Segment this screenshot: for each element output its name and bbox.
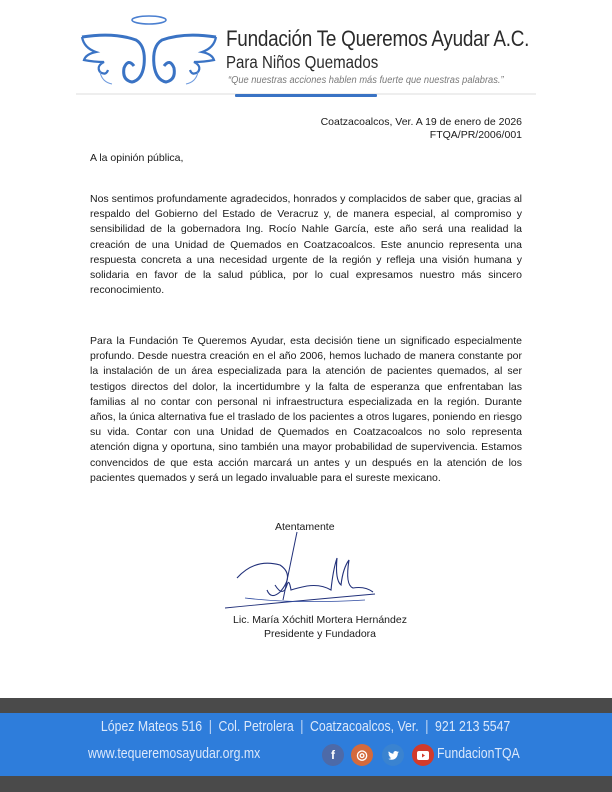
- footer-dark-strip-bottom: [0, 776, 612, 792]
- signer-title: Presidente y Fundadora: [263, 628, 377, 640]
- org-motto: “Que nuestras acciones hablen más fuerte que nuestras palabras.”: [228, 75, 504, 86]
- social-handle[interactable]: FundacionTQA: [437, 745, 520, 762]
- dateline: [321, 116, 522, 142]
- address-colony: Col. Petrolera: [218, 718, 295, 735]
- place-date: Coatzacoalcos, Ver. A 19 de enero de 2026: [320, 116, 522, 128]
- salutation: A la opinión pública,: [90, 152, 184, 164]
- instagram-icon[interactable]: ◎: [351, 744, 373, 766]
- separator: |: [209, 718, 213, 735]
- website-link[interactable]: www.tequeremosayudar.org.mx: [88, 745, 261, 762]
- body-paragraph-2: Para la Fundación Te Queremos Ayudar, esta decisión tiene un significado especialmente profundo. Desde nuestra creación en el año 2006, hemos luchado de manera constante por la instalación de un área especializada para la atención de pacientes quemados, al ser testigos directos del dolor, la incertidumbre y la falta de esperanza que enfrentaban las familias al no contar con personal ni infraestructura especializada en la región. Durante años, la única alternativa fue el traslado de los pacientes a otros lugares, poniendo en riesgo su vida. Contar con una Unidad de Quemados en Coatzacoalcos no solo representa atención digna y oportuna, sino también una mayor probabilidad de supervivencia. Estamos convencidos de que esta acción marcará un antes y un después en la atención de los pacientes quemados y será un legado invaluable para el sureste mexicano.: [90, 335, 522, 484]
- twitter-bird-icon: [388, 751, 399, 760]
- footer-contact-row: [0, 744, 612, 766]
- body-paragraph-1: Nos sentimos profundamente agradecidos, honrados y complacidos de saber que, gracias al respaldo del Gobierno del Estado de Veracruz y, de manera especial, al compromiso y sensibilidad de la gobernadora Ing. Rocío Nahle García, este año será una realidad la creación de una Unidad de Quemados en Coatzacoalcos. Este anuncio representa una respuesta concreta a una necesidad urgente de la región y refleja una visión humana y solidaria en favor de la salud pública, por lo cual expresamos nuestro más sincero reconocimiento.: [90, 193, 522, 297]
- signer-name: Lic. María Xóchitl Mortera Hernández: [233, 614, 407, 626]
- separator: |: [425, 718, 429, 735]
- twitter-icon[interactable]: [382, 744, 404, 766]
- angel-wings-halo-icon: [74, 10, 224, 90]
- reference-number: FTQA/PR/2006/001: [429, 129, 522, 141]
- closing: Atentamente: [275, 521, 335, 533]
- youtube-icon[interactable]: [412, 744, 434, 766]
- separator: |: [300, 718, 304, 735]
- address-city: Coatzacoalcos, Ver.: [310, 718, 420, 735]
- signature-icon: [225, 530, 395, 615]
- phone-number: 921 213 5547: [435, 718, 511, 735]
- footer-dark-strip-top: [0, 698, 612, 713]
- header-accent-rule: [235, 94, 377, 97]
- youtube-play-icon: [417, 751, 429, 760]
- footer-address: [0, 718, 612, 735]
- org-subtitle: Para Niños Quemados: [226, 52, 379, 72]
- org-name: Fundación Te Queremos Ayudar A.C.: [226, 26, 530, 51]
- facebook-icon[interactable]: f: [322, 744, 344, 766]
- address-street: López Mateos 516: [101, 718, 203, 735]
